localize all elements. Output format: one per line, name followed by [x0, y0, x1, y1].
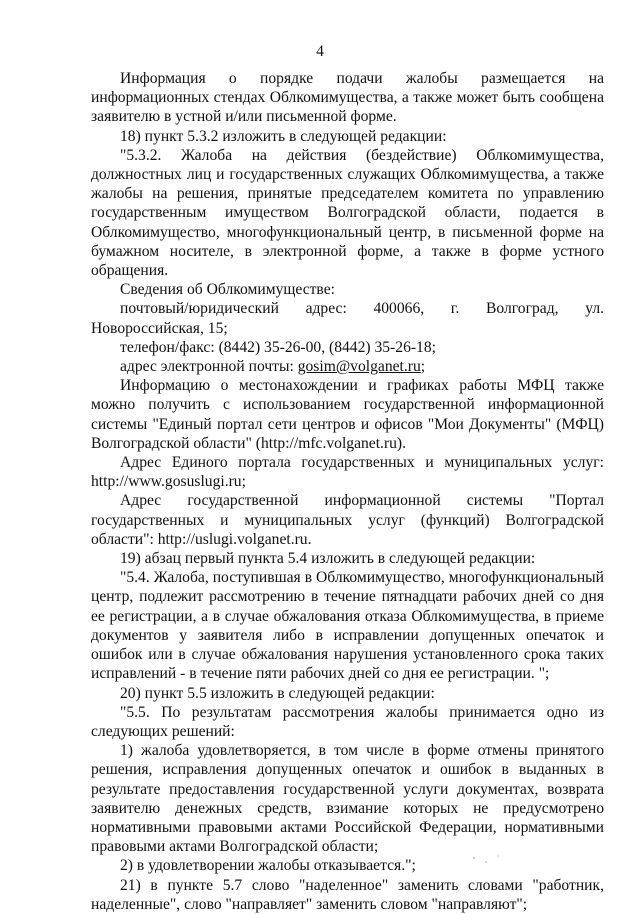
paragraph-info-placement: Информация о порядке подачи жалобы размещается на информационных стендах Облкомимущества, а также может быть сообщена заявителю в устной и/или письменной форме.	[91, 70, 604, 126]
paragraph-5-3-2: "5.3.2. Жалоба на действия (бездействие) Облкомимущества, должностных лиц и государственных служащих Облкомимущества, а также жалобы на решения, принятые председателем комитета по управлению государственным имуществом Волгоградской области, подается в Облкомимущество, многофункциональный центр, в письменной форме на бумажном носителе, в электронной форме, а также в форме устного обращения.	[91, 146, 604, 280]
paragraph-phone-fax: телефон/факс: (8442) 35-26-00, (8442) 35-26-18;	[120, 338, 436, 356]
paragraph-postal-address: почтовый/юридический адрес: 400066, г. Волгоград, ул. Новороссийская, 15;	[91, 300, 604, 337]
paragraph-item-20: 20) пункт 5.5 изложить в следующей редакции:	[120, 684, 435, 702]
paragraph-decision-1: 1) жалоба удовлетворяется, в том числе в форме отмены принятого решения, исправления допущенных опечаток и ошибок в выданных в результате предоставления государственной услуги документах, возврата заявителю денежных средств, взимание которых не предусмотрено нормативными правовыми актами Российской Федерации, нормативными правовыми актами Волгоградской области;	[91, 742, 604, 856]
paragraph-item-18: 18) пункт 5.3.2 изложить в следующей редакции:	[120, 127, 447, 145]
document-body	[91, 69, 604, 914]
paragraph-mfc-info: Информацию о местонахождении и графиках работы МФЦ также можно получить с использованием государственной информационной системы "Единый портал сети центров и офисов "Мои Документы" (МФЦ) Волгоградской области" (http://mfc.volganet.ru).	[91, 377, 604, 452]
paragraph-info-header: Сведения об Облкомимуществе:	[120, 281, 335, 299]
paragraph-5-5: "5.5. По результатам рассмотрения жалобы принимается одно из следующих решений:	[91, 703, 604, 740]
email-label: адрес электронной почты:	[120, 358, 298, 376]
paragraph-regional-portal: Адрес государственной информационной системы "Портал государственных и муниципальных услуг (функций) Волгоградской области": http://uslugi.volganet.ru.	[91, 492, 604, 548]
page-number: 4	[316, 43, 324, 60]
paragraph-decision-2: 2) в удовлетворении жалобы отказывается.";	[120, 857, 416, 875]
paragraph-item-21: 21) в пункте 5.7 слово "наделенное" заменить словами "работник, наделенные", слово "направляет" заменить словом "направляют";	[91, 876, 604, 913]
email-suffix: ;	[420, 358, 426, 376]
paragraph-item-19: 19) абзац первый пункта 5.4 изложить в следующей редакции:	[120, 550, 536, 568]
email-link[interactable]: gosim@volganet.ru	[297, 358, 421, 376]
paragraph-email	[91, 357, 604, 376]
scan-specks	[468, 848, 508, 872]
paragraph-5-4: "5.4. Жалоба, поступившая в Облкомимущество, многофункциональный центр, подлежит рассмотрению в течение пятнадцати рабочих дней со дня ее регистрации, а в случае обжалования отказа Облкомимущества, в приеме документов у заявителя либо в исправлении допущенных опечаток и ошибок или в случае обжалования нарушения установленного срока таких исправлений - в течение пяти рабочих дней со дня ее регистрации. ";	[91, 569, 604, 683]
paragraph-gosuslugi: Адрес Единого портала государственных и муниципальных услуг: http://www.gosuslugi.ru;	[91, 454, 604, 491]
